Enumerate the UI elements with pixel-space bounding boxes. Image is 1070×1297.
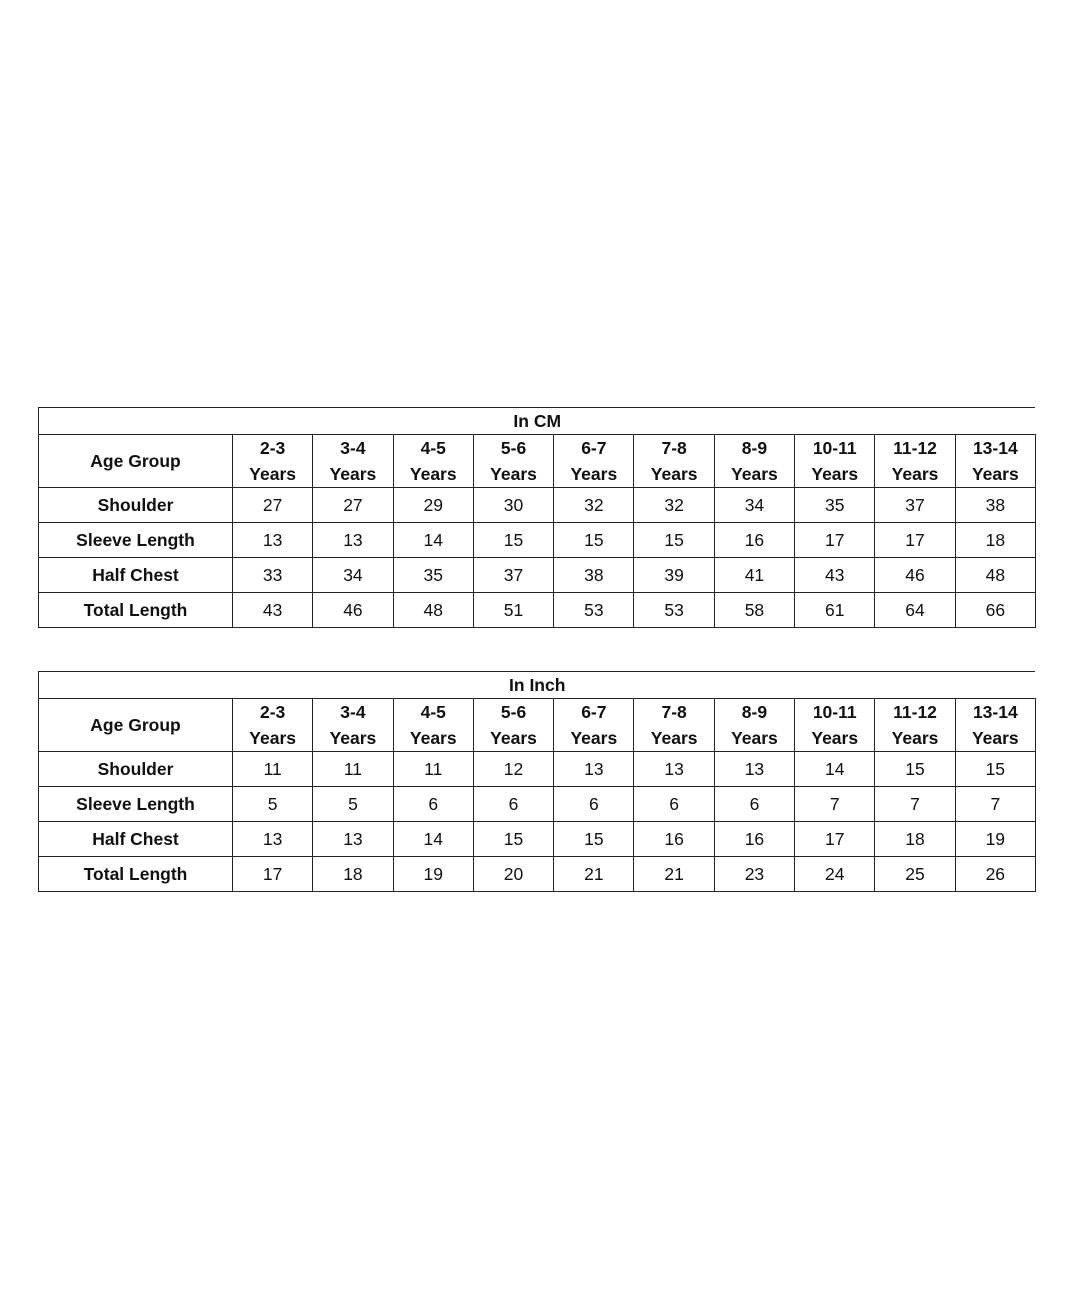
measurement-value: 61 [795,593,875,628]
age-unit: Years [490,464,537,484]
age-range: 8-9 [741,438,768,458]
measurement-value: 6 [473,787,553,822]
measurement-value: 15 [473,523,553,558]
measurement-value: 21 [554,857,634,892]
measurement-value: 17 [875,523,955,558]
measurement-value: 14 [393,523,473,558]
measurement-value: 64 [875,593,955,628]
measurement-value: 24 [795,857,875,892]
measurement-value: 16 [634,822,714,857]
size-table-inch [38,671,1036,892]
measurement-label: Half Chest [39,822,233,857]
measurement-value: 7 [875,787,955,822]
measurement-value: 13 [554,752,634,787]
measurement-value: 19 [393,857,473,892]
age-range: 10-11 [812,702,857,722]
age-column-header [634,435,714,488]
size-table-cm [38,407,1036,628]
age-range: 5-6 [500,438,527,458]
measurement-value: 51 [473,593,553,628]
age-range: 13-14 [972,438,1018,458]
measurement-label: Shoulder [39,752,233,787]
age-column-header [233,435,313,488]
table-row [39,752,1036,787]
age-unit: Years [329,728,377,748]
age-range: 3-4 [340,438,366,458]
age-column-header [634,699,714,752]
measurement-value: 15 [634,523,714,558]
measurement-value: 6 [393,787,473,822]
measurement-value: 39 [634,558,714,593]
measurement-value: 41 [714,558,794,593]
age-range: 6-7 [581,438,607,458]
age-column-header [875,435,955,488]
measurement-value: 6 [634,787,714,822]
measurement-value: 13 [313,523,393,558]
table-header-row [39,699,1036,752]
age-column-header [473,435,553,488]
age-column-header [955,699,1035,752]
measurement-value: 46 [313,593,393,628]
table-title: In CM [39,408,1036,435]
measurement-value: 11 [393,752,473,787]
age-column-header [473,699,553,752]
measurement-value: 13 [313,822,393,857]
age-group-header: Age Group [39,699,233,752]
measurement-value: 18 [875,822,955,857]
measurement-value: 43 [233,593,313,628]
age-range: 8-9 [741,702,768,722]
measurement-value: 32 [634,488,714,523]
measurement-value: 11 [313,752,393,787]
age-group-header: Age Group [39,435,233,488]
table-row [39,523,1036,558]
age-unit: Years [971,464,1019,484]
measurement-value: 15 [955,752,1035,787]
age-unit: Years [811,728,859,748]
measurement-value: 18 [955,523,1035,558]
table-title-row [39,672,1036,699]
measurement-value: 12 [473,752,553,787]
measurement-value: 37 [875,488,955,523]
measurement-value: 14 [795,752,875,787]
age-range: 2-3 [260,702,286,722]
measurement-value: 17 [795,523,875,558]
age-unit: Years [409,464,457,484]
table-row [39,593,1036,628]
age-range: 11-12 [893,438,937,458]
measurement-value: 17 [795,822,875,857]
age-unit: Years [570,464,618,484]
measurement-value: 13 [634,752,714,787]
age-column-header [313,699,393,752]
measurement-value: 23 [714,857,794,892]
table-row [39,488,1036,523]
measurement-value: 16 [714,822,794,857]
age-range: 11-12 [893,702,937,722]
measurement-value: 15 [554,822,634,857]
measurement-value: 43 [795,558,875,593]
measurement-label: Total Length [39,857,233,892]
measurement-value: 15 [473,822,553,857]
measurement-value: 29 [393,488,473,523]
measurement-value: 13 [233,523,313,558]
measurement-value: 32 [554,488,634,523]
age-unit: Years [490,728,537,748]
age-range: 6-7 [581,702,607,722]
measurement-value: 5 [233,787,313,822]
table-row [39,558,1036,593]
age-unit: Years [650,464,698,484]
age-range: 7-8 [661,438,687,458]
age-column-header [393,699,473,752]
age-column-header [313,435,393,488]
measurement-value: 16 [714,523,794,558]
age-unit: Years [570,728,618,748]
measurement-value: 38 [955,488,1035,523]
age-range: 4-5 [420,702,446,722]
age-range: 5-6 [500,702,527,722]
measurement-value: 34 [714,488,794,523]
age-unit: Years [731,464,778,484]
age-unit: Years [329,464,377,484]
age-unit: Years [811,464,859,484]
age-range: 13-14 [972,702,1018,722]
measurement-value: 6 [554,787,634,822]
age-column-header [554,699,634,752]
measurement-value: 48 [955,558,1035,593]
age-column-header [714,435,794,488]
measurement-value: 33 [233,558,313,593]
measurement-value: 21 [634,857,714,892]
age-range: 7-8 [661,702,687,722]
age-column-header [554,435,634,488]
measurement-value: 11 [233,752,313,787]
measurement-value: 53 [554,593,634,628]
age-range: 2-3 [260,438,286,458]
age-unit: Years [731,728,778,748]
table-row [39,857,1036,892]
measurement-value: 7 [955,787,1035,822]
measurement-value: 38 [554,558,634,593]
age-column-header [714,699,794,752]
measurement-value: 48 [393,593,473,628]
age-range: 10-11 [812,438,857,458]
measurement-value: 5 [313,787,393,822]
age-unit: Years [971,728,1019,748]
age-unit: Years [891,464,939,484]
age-range: 3-4 [340,702,366,722]
table-header-row [39,435,1036,488]
table-row [39,822,1036,857]
measurement-value: 17 [233,857,313,892]
measurement-value: 13 [714,752,794,787]
measurement-value: 27 [313,488,393,523]
age-range: 4-5 [420,438,446,458]
age-unit: Years [249,728,296,748]
age-column-header [875,699,955,752]
measurement-value: 25 [875,857,955,892]
measurement-value: 15 [875,752,955,787]
age-unit: Years [650,728,698,748]
age-unit: Years [891,728,939,748]
measurement-value: 30 [473,488,553,523]
measurement-value: 15 [554,523,634,558]
age-column-header [233,699,313,752]
measurement-value: 53 [634,593,714,628]
measurement-value: 19 [955,822,1035,857]
measurement-value: 13 [233,822,313,857]
measurement-label: Total Length [39,593,233,628]
measurement-value: 7 [795,787,875,822]
measurement-value: 35 [393,558,473,593]
measurement-label: Sleeve Length [39,523,233,558]
age-unit: Years [249,464,296,484]
age-column-header [393,435,473,488]
measurement-label: Half Chest [39,558,233,593]
measurement-value: 20 [473,857,553,892]
measurement-value: 26 [955,857,1035,892]
age-column-header [795,435,875,488]
measurement-value: 66 [955,593,1035,628]
table-title-row [39,408,1036,435]
measurement-value: 6 [714,787,794,822]
measurement-value: 37 [473,558,553,593]
measurement-value: 14 [393,822,473,857]
table-title: In Inch [39,672,1036,699]
measurement-value: 27 [233,488,313,523]
measurement-value: 46 [875,558,955,593]
measurement-value: 58 [714,593,794,628]
age-column-header [955,435,1035,488]
measurement-value: 34 [313,558,393,593]
measurement-value: 18 [313,857,393,892]
age-column-header [795,699,875,752]
table-row [39,787,1036,822]
measurement-value: 35 [795,488,875,523]
age-unit: Years [409,728,457,748]
measurement-label: Sleeve Length [39,787,233,822]
measurement-label: Shoulder [39,488,233,523]
